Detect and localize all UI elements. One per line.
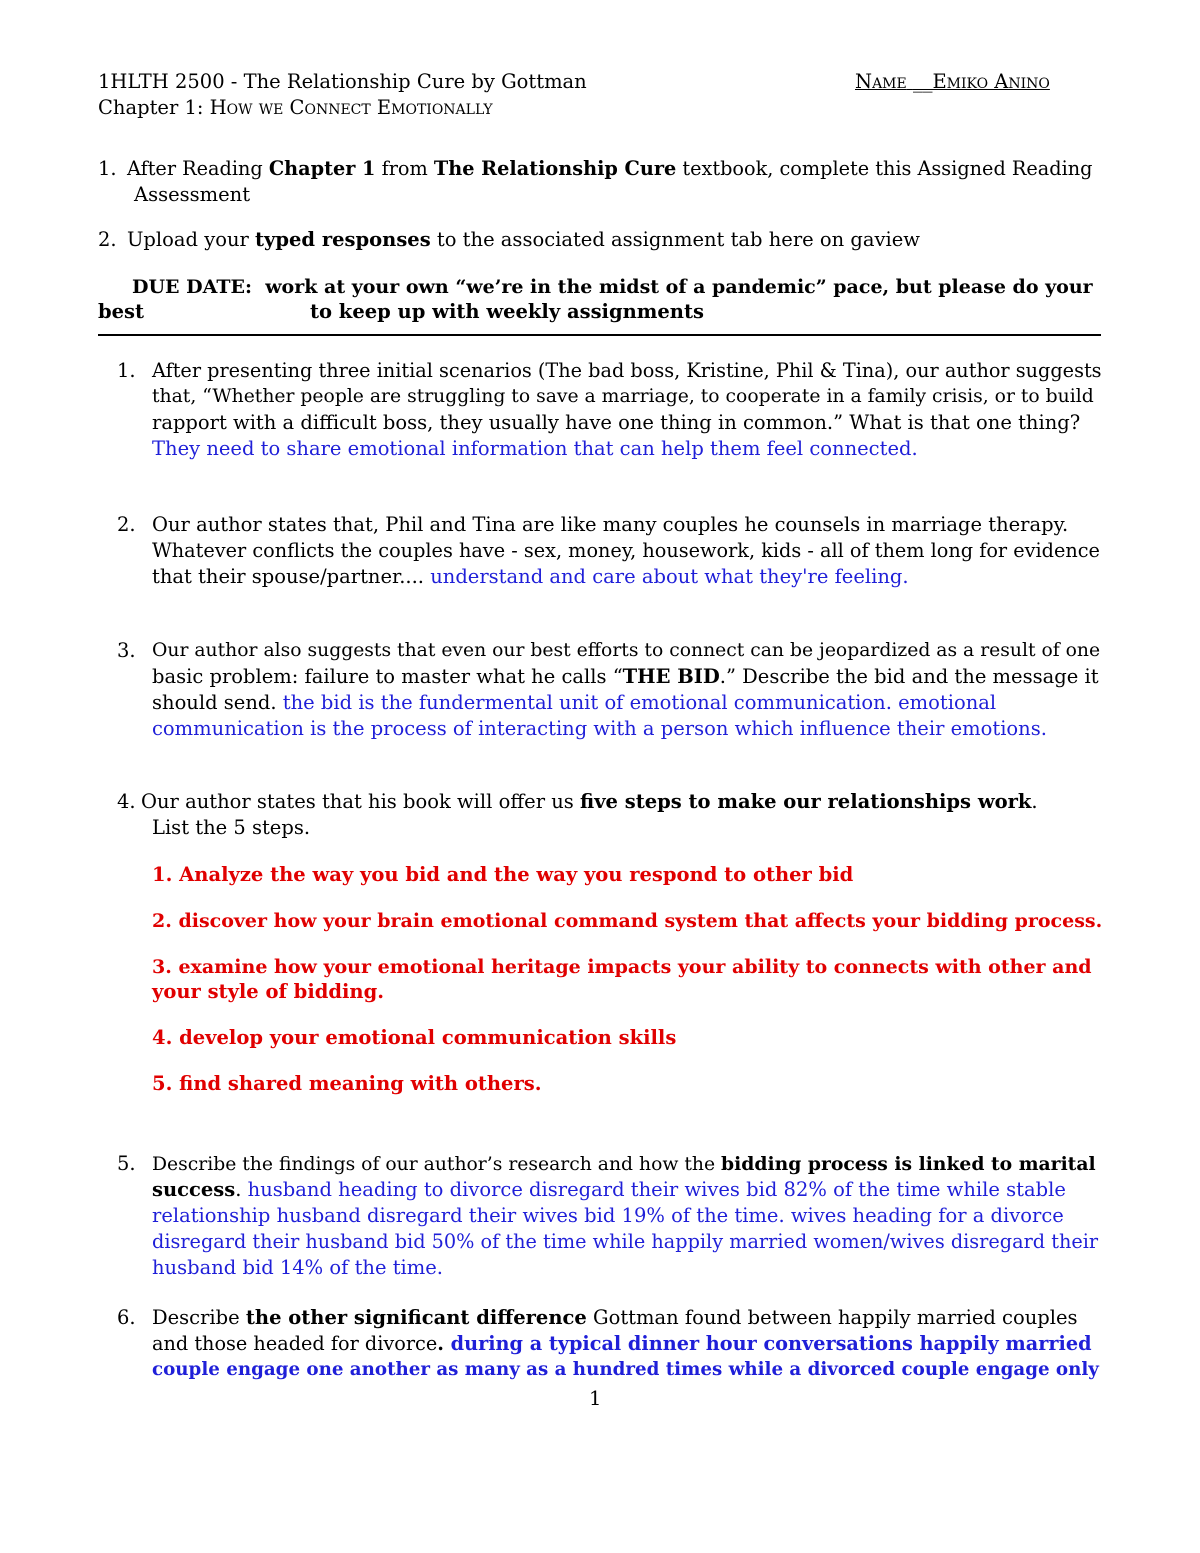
- q4-step-3-cont: your style of bidding.: [152, 980, 385, 1003]
- q1-line-3: rapport with a difficult boss, they usually have one thing in common.” What is that one thing?: [152, 411, 1081, 434]
- q4-line-1: Our author states that his book will offer us five steps to make our relationships work.: [141, 790, 1038, 813]
- q1-number: 1.: [117, 359, 136, 382]
- q1-answer: They need to share emotional information that can help them feel connected.: [152, 437, 918, 460]
- q2-line-3: that their spouse/partner.... understand and care about what they're feeling.: [152, 565, 909, 588]
- instruction-2: Upload your typed responses to the associated assignment tab here on gaview: [127, 228, 920, 251]
- q5-answer-1: husband heading to divorce disregard their wives bid 82% of the time while stable: [247, 1178, 1066, 1201]
- q5-answer-4: husband bid 14% of the time.: [152, 1256, 444, 1279]
- due-date-line-1: DUE DATE: work at your own “we’re in the midst of a pandemic” pace, but please do your: [132, 276, 1093, 298]
- q6-line-1: Describe the other significant difference Gottman found between happily married couples: [152, 1306, 1078, 1329]
- q6-answer-2: couple engage one another as many as a hundred times while a divorced couple engage only: [152, 1359, 1099, 1380]
- name-value: __Emiko Anino: [912, 70, 1050, 93]
- q3-answer-2: communication is the process of interacting with a person which influence their emotions.: [152, 717, 1047, 740]
- q1-line-1: After presenting three initial scenarios (The bad boss, Kristine, Phil & Tina), our author suggests: [152, 359, 1102, 382]
- q3-line-2: basic problem: failure to master what he calls “THE BID.” Describe the bid and the message it: [152, 665, 1099, 688]
- q6-line-2: and those headed for divorce. during a typical dinner hour conversations happily married: [152, 1332, 1092, 1355]
- course-title: 1HLTH 2500 - The Relationship Cure by Gottman: [98, 70, 587, 93]
- q4-step-5: 5. find shared meaning with others.: [152, 1072, 542, 1095]
- q4-number: 4.: [117, 790, 136, 813]
- chapter-heading: Chapter 1: How we Connect Emotionally: [98, 96, 493, 119]
- q2-number: 2.: [117, 513, 136, 536]
- q1-line-2: that, “Whether people are struggling to save a marriage, to cooperate in a family crisis, or to build: [152, 386, 1094, 407]
- q3-number: 3.: [117, 639, 136, 662]
- instruction-1-number: 1.: [98, 157, 117, 180]
- page-number: 1: [589, 1387, 602, 1410]
- q3-line-1: Our author also suggests that even our best efforts to connect can be jeopardized as a result of one: [152, 640, 1101, 661]
- due-date-line-2b: to keep up with weekly assignments: [310, 300, 704, 323]
- due-date-line-2a: best: [98, 300, 145, 323]
- q5-line-2: success. husband heading to divorce disregard their wives bid 82% of the time while stable: [152, 1178, 1066, 1201]
- q4-step-4: 4. develop your emotional communication skills: [152, 1026, 677, 1049]
- q6-answer-1: during a typical dinner hour conversations happily married: [450, 1332, 1092, 1355]
- q4-step-2: 2. discover how your brain emotional command system that affects your bidding process.: [152, 910, 1103, 932]
- name-label: Name: [855, 70, 907, 93]
- instruction-2-number: 2.: [98, 228, 117, 251]
- q5-answer-2: relationship husband disregard their wives bid 19% of the time. wives heading for a divorce: [152, 1204, 1064, 1227]
- q2-answer: understand and care about what they're feeling.: [430, 565, 909, 588]
- q5-answer-3: disregard their husband bid 50% of the time while happily married women/wives disregard their: [152, 1230, 1099, 1253]
- instruction-1: After Reading Chapter 1 from The Relationship Cure textbook, complete this Assigned Reading: [127, 157, 1093, 180]
- q2-line-1: Our author states that, Phil and Tina are like many couples he counsels in marriage therapy.: [152, 513, 1069, 536]
- q3-answer-1: the bid is the fundermental unit of emotional communication. emotional: [282, 691, 997, 714]
- q4-step-3: 3. examine how your emotional heritage impacts your ability to connects with other and: [152, 956, 1092, 978]
- q3-line-3: should send. the bid is the fundermental unit of emotional communication. emotional: [152, 691, 997, 714]
- student-name: [855, 69, 1050, 95]
- q5-number: 5.: [117, 1152, 136, 1175]
- q4-step-1: 1. Analyze the way you bid and the way you respond to other bid: [152, 863, 854, 886]
- q5-line-1: Describe the findings of our author’s research and how the bidding process is linked to marital: [152, 1153, 1096, 1175]
- q6-number: 6.: [117, 1306, 136, 1329]
- horizontal-rule: [98, 334, 1101, 336]
- q4-line-2: List the 5 steps.: [152, 816, 311, 839]
- chapter-title: How we Connect Emotionally: [209, 96, 493, 119]
- q2-line-2: Whatever conflicts the couples have - sex, money, housework, kids - all of them long for evidence: [152, 539, 1100, 562]
- instruction-1-cont: Assessment: [134, 183, 251, 206]
